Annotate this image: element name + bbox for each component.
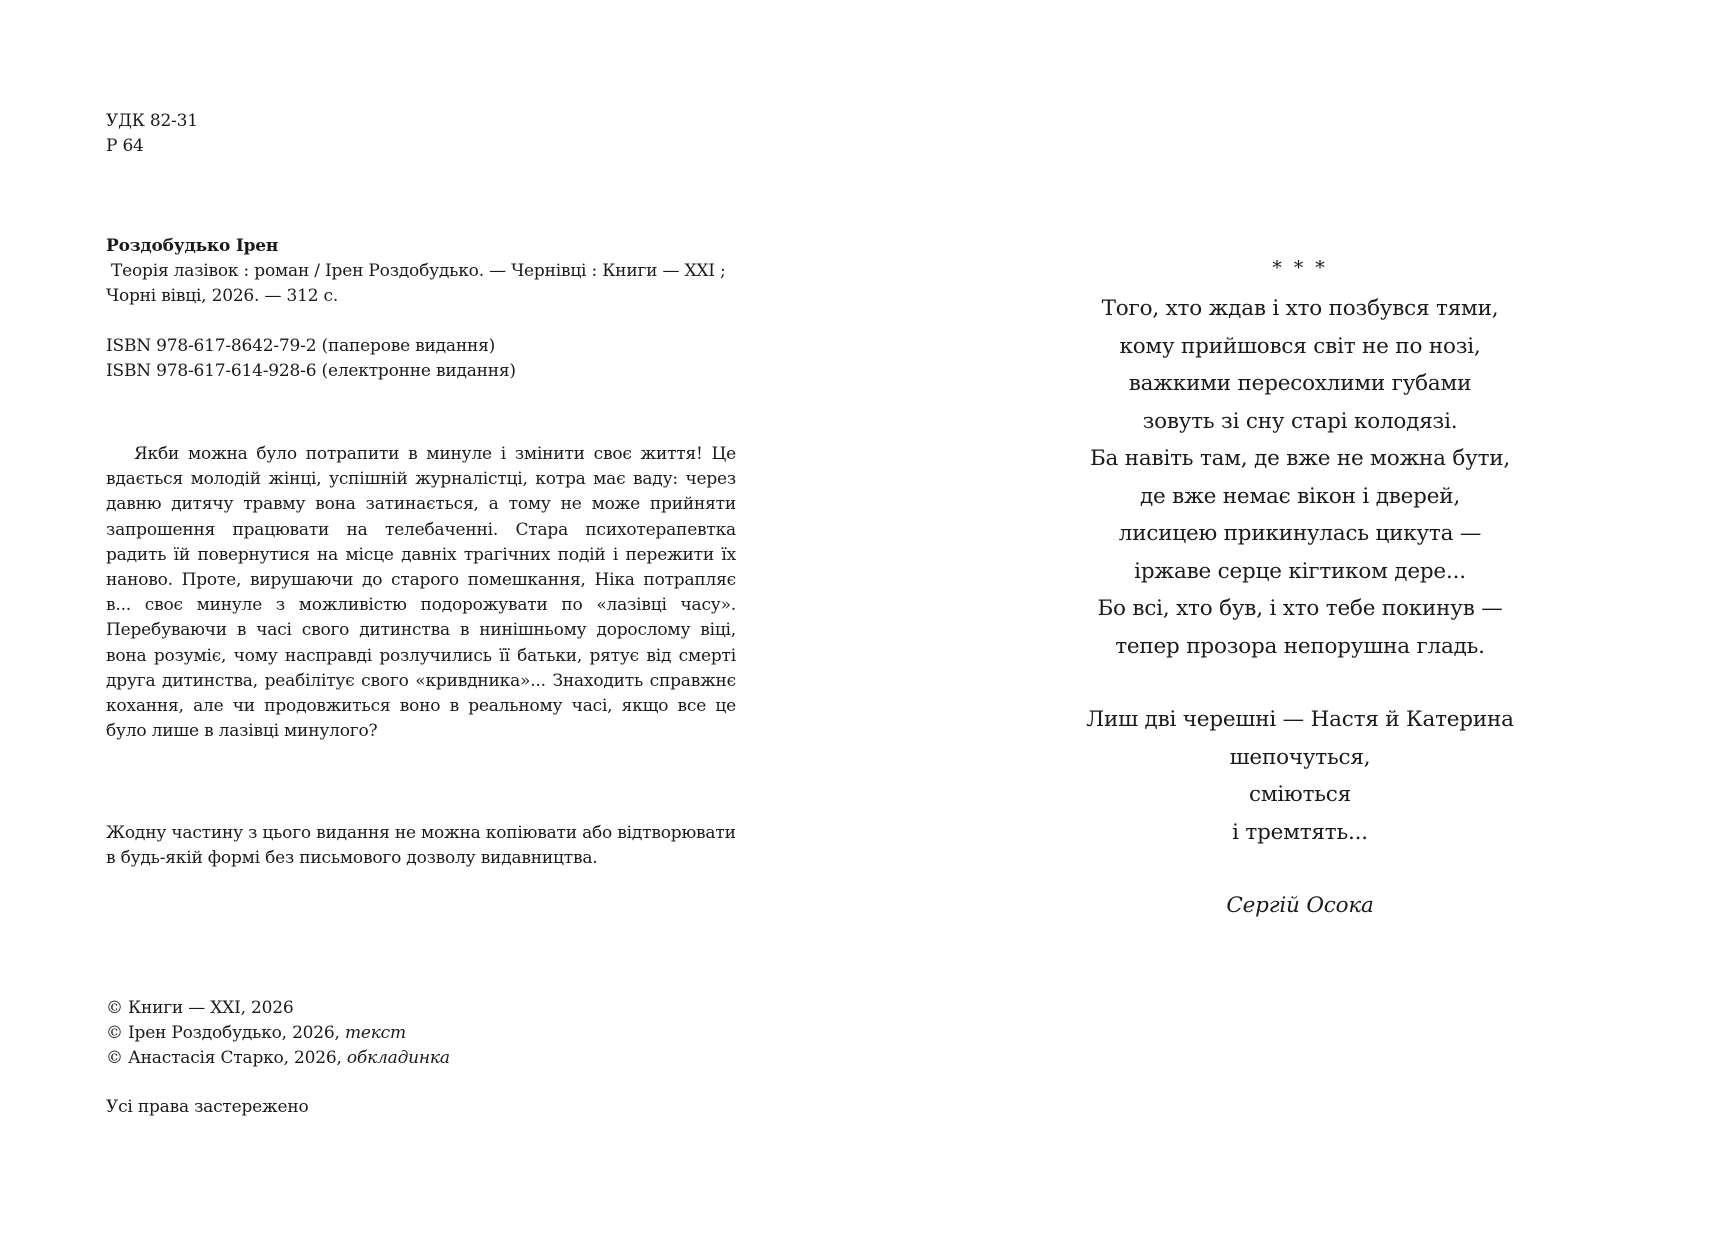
poem-line: Ба навіть там, де вже не можна бути, [1089,446,1511,471]
isbn-print: ISBN 978-617-8642-79-2 (паперове видання) [106,336,496,356]
biblio-line: Теорія лазівок : роман / Ірен Роздобудько. — Чернівці : Книги — XXI ; [111,261,726,281]
isbn-ebook: ISBN 978-617-614-928-6 (електронне видання) [106,361,516,381]
author-sign: Р 64 [106,136,144,156]
biblio-line: Чорні вівці, 2026. — 312 с. [106,286,339,306]
copy-notice [106,821,736,871]
poem-line: важкими пересохлими губами [1128,371,1472,396]
poem-stanza-2 [1050,701,1550,851]
poem-stanza-1 [1050,290,1550,665]
imprint-page [106,0,736,1258]
poem-line: лисицею прикинулась цикута — [1118,521,1482,546]
copyright-publisher: © Книги — XXI, 2026 [106,998,294,1018]
epigraph-page [1050,0,1550,1258]
poem-line: і тремтять... [1232,819,1368,845]
poem-line: Лиш дві черешні — Настя й Катерина [1086,707,1514,732]
poem-line: тепер прозора непорушна гладь. [1115,633,1485,659]
poem-line: Бо всі, хто був, і хто тебе покинув — [1097,596,1503,621]
book-annotation: Якби можна було потрапити в минуле і змінити своє життя! Це вдається молодій жінці, успішній журналістці, котра має ваду: через давню дитячу травму вона затинається, а тому не може прийняти запрошення працювати на телебаченні. Стара психотерапевтка радить їй повернутися на місце давніх трагічних подій і пережити їх наново. Проте, вирушаючи до старого помешкання, Ніка потрапляє в... своє минуле з можливістю подорожувати по «лазівці часу». Перебуваючи в часі свого дитинства в нинішньому дорослому віці, вона розуміє, чому насправді розлучились її батьки, рятує від смерті друга дитинства, реабілітує свого «кривдника»... Знаходить справжнє кохання, але чи продовжиться воно в реальному часі, якщо все це було лише в лазівці минулого? [106,444,736,742]
poem-line: шепочуться, [1229,744,1371,770]
poem-line: іржаве серце кігтиком дере... [1134,558,1466,584]
poem-line: сміються [1249,782,1351,807]
poem-author: Сергій Осока [1226,893,1374,918]
notice-line: в будь-якій формі без письмового дозволу видавництва. [106,848,598,868]
rights-line: Усі права застережено [106,1097,309,1117]
poem-line: де вже немає вікон і дверей, [1139,483,1461,509]
udk-classification [106,109,736,159]
poem-asterism: * * * [1272,257,1328,279]
isbn-list [106,334,736,384]
copyright-text: © Ірен Роздобудько, 2026, текст [106,1023,406,1043]
poem-line: кому прийшовся світ не по нозі, [1119,333,1481,359]
poem-line: Того, хто ждав і хто позбувся тями, [1101,296,1499,321]
udk-code: УДК 82-31 [106,111,198,131]
copyright-list [106,996,736,1071]
notice-line: Жодну частину з цього видання не можна копіювати або відтворювати [106,823,736,843]
rights-reserved [106,1095,736,1120]
copyright-cover: © Анастасія Старко, 2026, обкладинка [106,1048,450,1068]
poem-line: зовуть зі сну старі колодязі. [1142,408,1458,434]
author-name: Роздобудько Ірен [106,236,279,256]
bibliographic-record [106,234,736,309]
